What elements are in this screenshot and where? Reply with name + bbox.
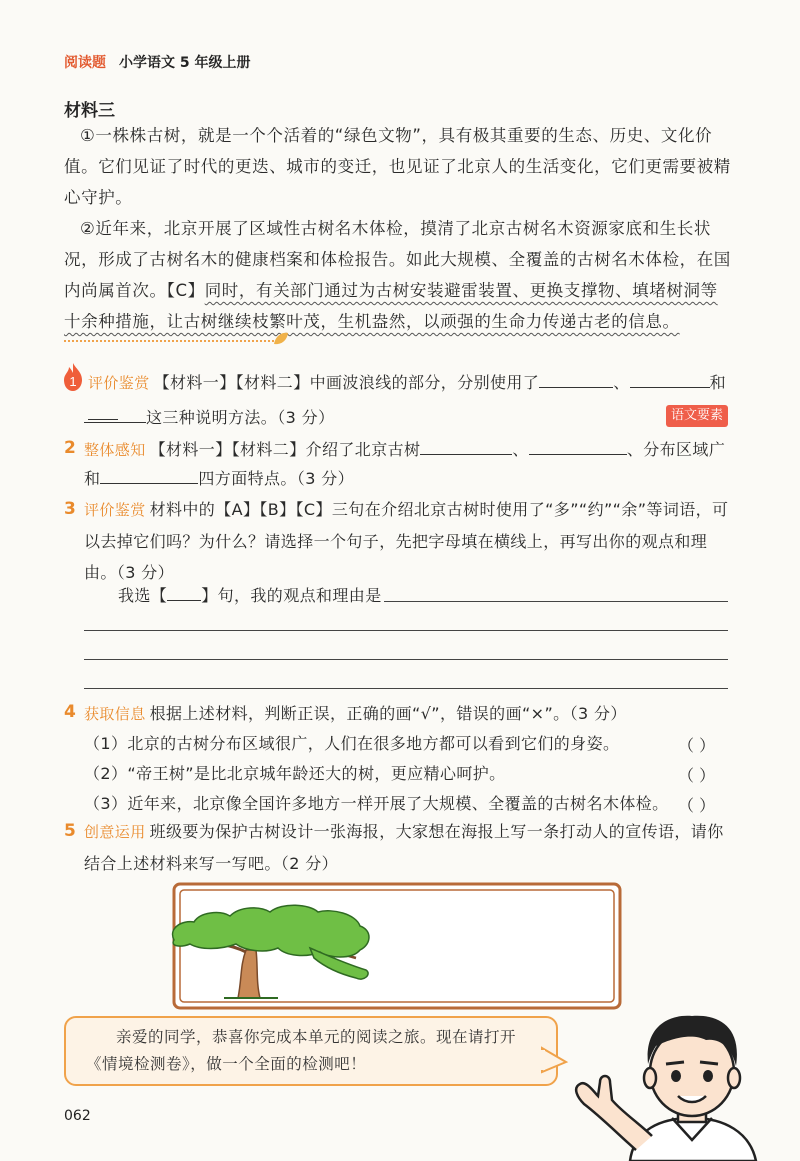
q4-tag: 获取信息	[84, 705, 146, 723]
q1-blank-2[interactable]	[630, 369, 710, 388]
q4-answer-2[interactable]: （ ）	[678, 766, 716, 785]
q3-letter-blank[interactable]	[167, 582, 201, 601]
q4-item-1: （1）北京的古树分布区域很广，人们在很多地方都可以看到它们的身姿。	[84, 734, 620, 753]
q4-answer-3[interactable]: （ ）	[678, 796, 716, 815]
q1-sep-2: 和	[709, 373, 727, 392]
q2-sep-1: 、	[512, 440, 529, 459]
q4-text: 根据上述材料，判断正误，正确的画“√”，错误的画“×”。（3 分）	[149, 704, 627, 723]
header-title: 小学语文 5 年级上册	[119, 55, 251, 71]
section-divider	[64, 340, 274, 342]
wavy-sentence: 同时，有关部门通过为古树安装避雷装置、更换支撑物、填堵树洞等十余种措施，让古树继续枝繁叶茂，生机盎然，以顽强的生命力传递古老的信息。	[64, 281, 718, 331]
element-badge: 语文要素	[666, 405, 728, 427]
q2-text-a: 【材料一】【材料二】介绍了北京古树	[149, 440, 421, 459]
q3-answer-blank-3[interactable]	[84, 659, 728, 660]
q2-text-c: 和	[84, 469, 101, 488]
sentence-marker-c: 【C】	[166, 281, 205, 300]
page-number: 062	[64, 1108, 91, 1124]
q4-item-3: （3）近年来，北京像全国许多地方一样开展了大规模、全覆盖的古树名木体检。	[84, 794, 669, 813]
q2-tag: 整体感知	[84, 441, 146, 459]
q2-number: 2	[64, 438, 76, 458]
q3-answer-blank-1[interactable]	[384, 601, 728, 602]
q3-answer-a: 我选【	[118, 586, 168, 605]
q5-number: 5	[64, 821, 76, 841]
q2-blank-3[interactable]	[100, 465, 198, 484]
q5-question	[84, 816, 732, 879]
q2-text-b: 、分布区域广	[626, 440, 726, 459]
q3-answer-b: 】句，我的观点和理由是	[201, 586, 382, 605]
q1-text-a: 【材料一】【材料二】中画波浪线的部分，分别使用了	[153, 373, 540, 392]
material-paragraph-1: ①一株株古树，就是一个个活着的“绿色文物”，具有极其重要的生态、历史、文化价值。它们见证了时代的更迭、城市的变迁，也见证了北京人的生活变化，它们更需要被精心守护。	[64, 126, 731, 207]
paragraph-2-text: ②近年来，北京开展了区域性古树名木体检，摸清了北京古树名木资源家底和生长状况，形成了古树名木的健康档案和体检报告。如此大规模、全覆盖的古树名木体检，在国内尚属首次。	[64, 219, 731, 300]
q3-answer-line	[118, 580, 728, 612]
q3-text: 材料中的【A】【B】【C】三句在介绍北京古树时使用了“多”“约”“余”等词语，可以去掉它们吗？为什么？请选择一个句子，先把字母填在横线上，再写出你的观点和理由。（3 分）	[84, 500, 729, 582]
material-title: 材料三	[64, 101, 115, 121]
poster-frame[interactable]	[160, 878, 630, 1014]
q4-number: 4	[64, 702, 76, 722]
q1-tag: 评价鉴赏	[88, 374, 150, 392]
q3-tag: 评价鉴赏	[84, 501, 146, 519]
q3-number: 3	[64, 499, 76, 519]
q2-blank-1[interactable]	[420, 436, 512, 455]
boy-illustration	[560, 1000, 760, 1161]
speech-bubble	[64, 1016, 558, 1086]
leaf-icon	[272, 330, 290, 348]
q1-text-b: 这三种说明方法。（3 分）	[146, 408, 335, 427]
q2-text-d: 四方面特点。（3 分）	[198, 469, 355, 488]
q4-item-2: （2）“帝王树”是比北京城年龄还大的树，更应精心呵护。	[84, 764, 506, 783]
flame-number-icon	[62, 362, 84, 392]
q3-body	[84, 494, 732, 588]
q2-blank-2[interactable]	[529, 436, 627, 455]
q2-line-1	[84, 434, 734, 466]
q3-answer-blank-2[interactable]	[84, 630, 728, 631]
q1-line-2	[84, 402, 644, 434]
q1-sep-1: 、	[613, 373, 630, 392]
q4-answer-1[interactable]: （ ）	[678, 736, 716, 755]
q1-number: 1	[69, 374, 77, 389]
q3-answer-blank-4[interactable]	[84, 688, 728, 689]
q1-blank-1[interactable]	[539, 369, 613, 388]
q5-tag: 创意运用	[84, 823, 146, 841]
material-paragraph-2	[64, 213, 732, 337]
q5-text: 班级要为保护古树设计一张海报，大家想在海报上写一条打动人的宣传语，请你结合上述材料来写一写吧。（2 分）	[84, 822, 724, 873]
q4-question	[84, 698, 734, 730]
header-tag: 阅读题	[64, 55, 106, 71]
speech-text: 亲爱的同学，恭喜你完成本单元的阅读之旅。现在请打开《情境检测卷》，做一个全面的检测吧！	[86, 1028, 517, 1073]
q1-blank-3b[interactable]	[84, 404, 146, 423]
q2-line-2	[84, 463, 584, 495]
